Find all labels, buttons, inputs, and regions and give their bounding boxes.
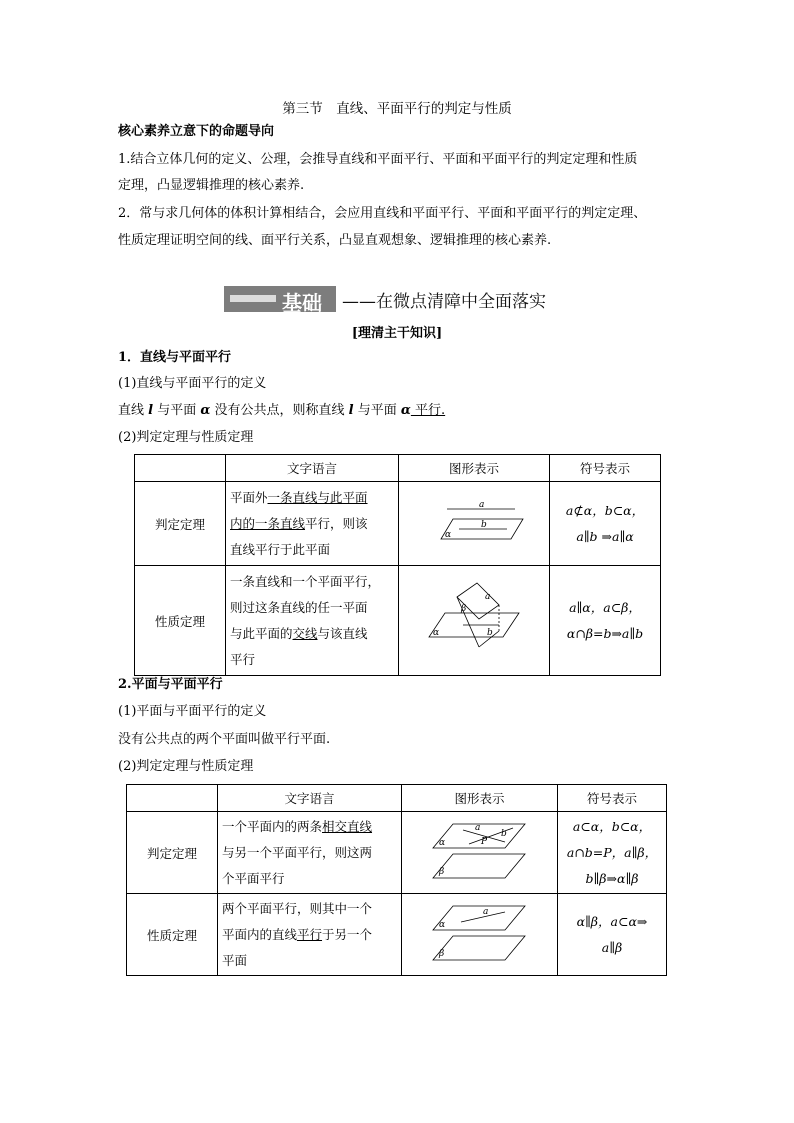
- table-header: [127, 785, 218, 812]
- plane-plane-table: [126, 784, 667, 976]
- text-part: 则过这条直线的任一平面: [230, 599, 368, 615]
- text-part: 平面外: [230, 489, 268, 505]
- table-header: [135, 455, 226, 482]
- text-part: 平行: [230, 651, 256, 667]
- sec2-definition: 没有公共点的两个平面叫做平行平面.: [118, 732, 331, 747]
- row-text: [226, 482, 399, 566]
- guide-line-1: 1.结合立体几何的定义、公理，会推导直线和平面平行、平面和平面平行的判定定理和性质: [118, 152, 638, 167]
- row-label: 判定定理: [135, 482, 226, 566]
- sec1-thm-heading: (2)判定定理与性质定理: [118, 430, 254, 445]
- fig-label: a: [479, 500, 485, 510]
- sec2-def-heading: (1)平面与平面平行的定义: [118, 704, 267, 719]
- table-header: 图形表示: [402, 785, 558, 812]
- text-part: 个平面平行: [222, 870, 285, 886]
- table-header: 文字语言: [218, 785, 402, 812]
- sec2-thm-heading: (2)判定定理与性质定理: [118, 759, 254, 774]
- symbol-line: a∩b=P，a∥β，: [566, 844, 658, 860]
- def-text: 没有公共点，则称直线: [210, 403, 349, 418]
- fig-label: β: [438, 867, 444, 877]
- fig-label: a: [474, 823, 480, 833]
- text-underlined: 内的一条直线: [230, 515, 306, 531]
- text-part: 平行，则该: [305, 515, 368, 531]
- symbol-line: α∩β=b⇒a∥b: [566, 625, 644, 641]
- symbol-line: a∥α，a⊂β，: [569, 599, 641, 615]
- banner-stripe: [230, 295, 276, 302]
- row-label: 性质定理: [127, 894, 218, 976]
- text-part: 一条直线和一个平面平行，: [230, 573, 381, 589]
- table-header: 符号表示: [550, 455, 661, 482]
- def-text: 直线: [118, 403, 149, 418]
- row-symbol: [550, 482, 661, 566]
- sec1-def-heading: (1)直线与平面平行的定义: [118, 376, 267, 391]
- fig-label: α: [433, 628, 440, 638]
- sec2-heading: 2.平面与平面平行: [118, 677, 223, 692]
- banner-bar: [224, 286, 336, 315]
- text-part: 直线平行于此平面: [230, 541, 331, 557]
- fig-label: α: [438, 838, 445, 848]
- row-text: [218, 894, 402, 976]
- symbol-line: a∥b ⇒a∥α: [576, 528, 634, 544]
- text-part: 与此平面的: [230, 625, 293, 641]
- text-part: 与另一个平面平行，则这两: [222, 844, 373, 860]
- sec1-definition: [118, 403, 469, 419]
- text-part: 两个平面平行，则其中一个: [222, 900, 373, 916]
- figure-line-plane-property: [399, 566, 550, 676]
- fig-label: b: [500, 829, 507, 839]
- def-text: 与平面: [353, 403, 401, 418]
- figure-plane-plane-judge: [402, 812, 558, 894]
- row-text: [226, 566, 399, 676]
- row-label: 判定定理: [127, 812, 218, 894]
- fig-label: β: [461, 604, 467, 614]
- text-part: 与该直线: [317, 625, 368, 641]
- table-header: 符号表示: [558, 785, 667, 812]
- row-label: 性质定理: [135, 566, 226, 676]
- def-var-l: l: [348, 403, 354, 418]
- table-header: 文字语言: [226, 455, 399, 482]
- symbol-line: a⊄α，b⊂α，: [565, 502, 645, 518]
- fig-label: β: [438, 949, 444, 959]
- figure-plane-plane-property: [402, 894, 558, 976]
- figure-line-plane-judge: [399, 482, 550, 566]
- fig-label: b: [487, 628, 493, 638]
- sec1-heading: 1．直线与平面平行: [118, 350, 232, 365]
- guide-line-4: 性质定理证明空间的线、面平行关系，凸显直观想象、逻辑推理的核心素养.: [118, 233, 552, 248]
- table-header: 图形表示: [399, 455, 550, 482]
- symbol-line: b∥β⇒α∥β: [585, 870, 639, 886]
- text-part: 于另一个: [322, 926, 373, 942]
- guide-line-2: 定理，凸显逻辑推理的核心素养.: [118, 178, 305, 193]
- fig-label: α: [445, 530, 452, 540]
- text-underlined: 一条直线与此平面: [267, 489, 368, 505]
- fig-label: α: [438, 920, 445, 930]
- text-part: 平面内的直线: [222, 926, 298, 942]
- symbol-line: a⊂α，b⊂α，: [572, 818, 652, 834]
- def-answer: 平行.: [410, 403, 446, 418]
- def-text: 与平面: [153, 403, 201, 418]
- row-symbol: [558, 894, 667, 976]
- def-var-l: l: [148, 403, 154, 418]
- fig-label: P: [480, 837, 487, 847]
- line-plane-table: [134, 454, 661, 676]
- text-part: 平面: [222, 952, 248, 968]
- text-part: 一个平面内的两条: [222, 818, 323, 834]
- banner-subtitle: ——在微点清障中全面落实: [342, 291, 546, 312]
- page-title: 第三节 直线、平面平行的判定与性质: [282, 101, 512, 117]
- row-symbol: [550, 566, 661, 676]
- symbol-line: a∥β: [601, 939, 623, 955]
- row-text: [218, 812, 402, 894]
- symbol-line: α∥β，a⊂α⇒: [576, 913, 648, 929]
- subheading: [理清主干知识]: [351, 326, 443, 341]
- fig-label: a: [485, 592, 491, 602]
- fig-label: b: [481, 520, 487, 530]
- text-underlined: 相交直线: [322, 818, 373, 834]
- text-underlined: 交线: [292, 625, 318, 641]
- text-underlined: 平行: [297, 926, 323, 942]
- section-banner: [224, 286, 546, 315]
- def-var-alpha: α: [400, 403, 411, 418]
- guide-line-3: 2．常与求几何体的体积计算相结合，会应用直线和平面平行、平面和平面平行的判定定理、: [118, 206, 647, 221]
- def-var-alpha: α: [200, 403, 211, 418]
- fig-label: a: [482, 907, 488, 917]
- guide-heading: 核心素养立意下的命题导向: [118, 124, 275, 139]
- banner-word: 基础: [282, 291, 322, 315]
- row-symbol: [558, 812, 667, 894]
